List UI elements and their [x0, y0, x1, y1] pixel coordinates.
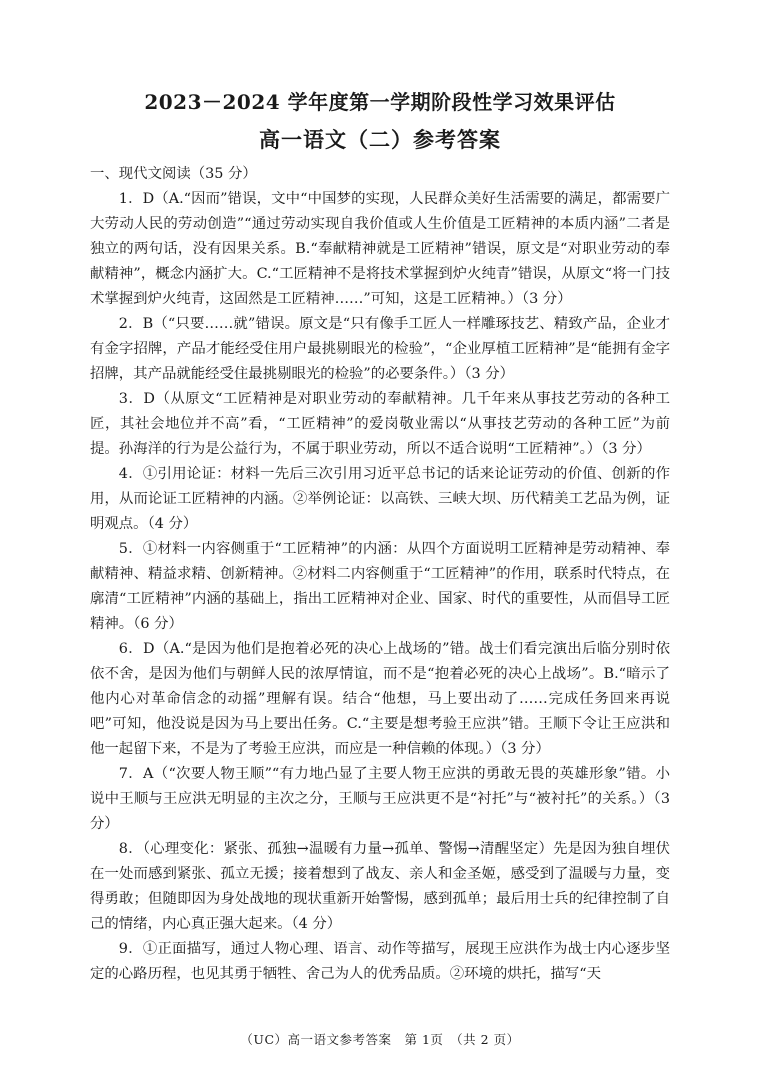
section-heading: 一、现代文阅读（35 分） — [90, 166, 257, 182]
answer-content — [90, 162, 670, 987]
answer-item-6: 6．D（A.“是因为他们是抱着必死的决心上战场的”错。战士们看完演出后临分别时依依不舍，是因为他们与朝鲜人民的浓厚情谊，而不是“抱着必死的决心上战场”。B.“暗示了他内心对革命信念的动摇”理解有误。结合“他想，马上要出动了……完成任务回来再说吧”可知，他没说是因为马上要出任务。C.“主要是想考验王应洪”错。王顺下令让王应洪和他一起留下来，不是为了考验王应洪，而应是一种信赖的体现。）（3 分） — [90, 641, 670, 757]
document-title: 2023－2024 学年度第一学期阶段性学习效果评估 — [144, 90, 616, 114]
answer-item-2: 2．B（“只要……就”错误。原文是“只有像手工匠人一样雕琢技艺、精致产品，企业才有金字招牌，产品才能经受住用户最挑剔眼光的检验”，“企业厚植工匠精神”是“能拥有金字招牌，其产品就能经受住最挑剔眼光的检验”的必要条件。）（3 分） — [90, 316, 670, 382]
answer-item-1: 1．D（A.“因而”错误，文中“中国梦的实现，人民群众美好生活需要的满足，都需要广大劳动人民的劳动创造”“通过劳动实现自我价值或人生价值是工匠精神的本质内涵”二者是独立的两句话，没有因果关系。B.“奉献精神就是工匠精神”错误，原文是“对职业劳动的奉献精神”，概念内涵扩大。C.“工匠精神不是将技术掌握到炉火纯青”错误，从原文“将一门技术掌握到炉火纯青，这固然是工匠精神……”可知，这是工匠精神。）（3 分） — [90, 191, 670, 307]
answer-item-5: 5．①材料一内容侧重于“工匠精神”的内涵：从四个方面说明工匠精神是劳动精神、奉献精神、精益求精、创新精神。②材料二内容侧重于“工匠精神”的作用，联系时代特点，在廓清“工匠精神”内涵的基础上，指出工匠精神对企业、国家、时代的重要性，从而倡导工匠精神。（6 分） — [90, 541, 670, 632]
answer-item-8: 8．（心理变化：紧张、孤独→温暖有力量→孤单、警惕→清醒坚定）先是因为独自埋伏在一处而感到紧张、孤立无援；接着想到了战友、亲人和金圣姬，感受到了温暖与力量，变得勇敢；但随即因为身处战地的现状重新开始警惕，感到孤单；最后用士兵的纪律控制了自己的情绪，内心真正强大起来。（4 分） — [90, 841, 670, 932]
document-subtitle: 高一语文（二）参考答案 — [259, 127, 501, 152]
answer-item-4: 4．①引用论证：材料一先后三次引用习近平总书记的话来论证劳动的价值、创新的作用，从而论证工匠精神的内涵。②举例论证：以高铁、三峡大坝、历代精美工艺品为例，证明观点。（4 分） — [90, 466, 670, 532]
answer-item-9: 9．①正面描写，通过人物心理、语言、动作等描写，展现王应洪作为战士内心逐步坚定的心路历程，也见其勇于牺牲、舍己为人的优秀品质。②环境的烘托，描写“天 — [90, 941, 670, 982]
answer-item-7: 7．A（“次要人物王顺”“有力地凸显了主要人物王应洪的勇敢无畏的英雄形象”错。小说中王顺与王应洪无明显的主次之分，王顺与王应洪更不是“衬托”与“被衬托”的关系。）（3 分） — [90, 766, 670, 832]
page-footer: （UC）高一语文参考答案 第 1页 （共 2 页） — [240, 1032, 520, 1047]
answer-item-3: 3．D（从原文“工匠精神是对职业劳动的奉献精神。几千年来从事技艺劳动的各种工匠，其社会地位并不高”看，“工匠精神”的爱岗敬业需以“从事技艺劳动的各种工匠”为前提。孙海洋的行为是公益行为，不属于职业劳动，所以不适合说明“工匠精神”。）（3 分） — [90, 391, 670, 457]
